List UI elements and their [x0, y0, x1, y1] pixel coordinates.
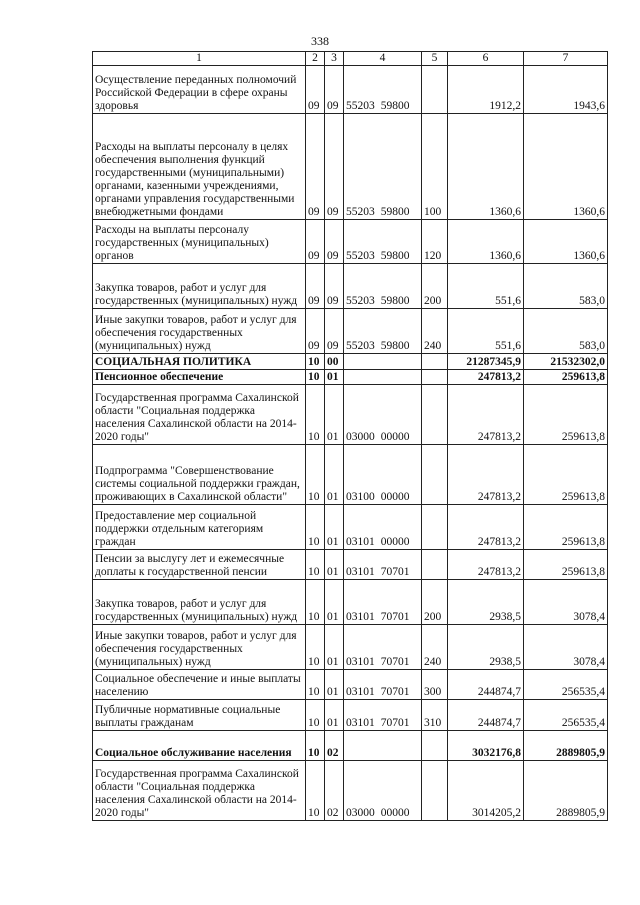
expense-type-cell — [422, 731, 448, 761]
expense-type-cell — [422, 505, 448, 550]
row-name-cell: Расходы на выплаты персоналу в целях обеспечения выполнения функций государственными (муниципальными) органами, казенными учреждениями, органами управления государственными внебюджетными фондами — [93, 114, 306, 220]
row-name-cell: Иные закупки товаров, работ и услуг для обеспечения государственных (муниципальных) нужд — [93, 309, 306, 354]
amount-year1-cell: 247813,2 — [448, 385, 524, 445]
page-number: 338 — [311, 34, 329, 48]
amount-year1-cell: 3014205,2 — [448, 761, 524, 821]
header-cell: 1 — [93, 52, 306, 66]
target-article-cell — [344, 114, 422, 220]
target-article-part2: 59800 — [380, 295, 410, 307]
amount-year1-cell: 3032176,8 — [448, 731, 524, 761]
target-article-cell — [344, 670, 422, 700]
table-row — [93, 505, 608, 550]
target-article-part1: 03101 — [346, 611, 375, 623]
target-article-cell — [344, 264, 422, 309]
target-article-part2: 00000 — [380, 431, 410, 443]
target-article-part1: 55203 — [346, 295, 375, 307]
subsection-code-cell: 01 — [325, 550, 344, 580]
amount-year2-cell: 1360,6 — [524, 220, 608, 264]
table-row — [93, 114, 608, 220]
row-name-cell: Закупка товаров, работ и услуг для государственных (муниципальных) нужд — [93, 580, 306, 625]
table-row — [93, 445, 608, 505]
target-article-part2: 59800 — [380, 340, 410, 352]
header-cell: 5 — [422, 52, 448, 66]
subsection-code-cell: 09 — [325, 114, 344, 220]
table-row — [93, 264, 608, 309]
amount-year2-cell: 256535,4 — [524, 700, 608, 731]
table-row — [93, 370, 608, 385]
subsection-code-cell: 01 — [325, 385, 344, 445]
target-article-part1: 03000 — [346, 431, 375, 443]
expense-type-cell: 310 — [422, 700, 448, 731]
section-code-cell: 10 — [306, 625, 325, 670]
amount-year2-cell: 256535,4 — [524, 670, 608, 700]
table-row — [93, 761, 608, 821]
target-article-cell — [344, 625, 422, 670]
expense-type-cell: 300 — [422, 670, 448, 700]
subsection-code-cell: 02 — [325, 761, 344, 821]
section-code-cell: 09 — [306, 264, 325, 309]
expense-type-cell: 240 — [422, 309, 448, 354]
target-article-part1: 55203 — [346, 250, 375, 262]
target-article-part1: 03101 — [346, 536, 375, 548]
amount-year1-cell: 247813,2 — [448, 505, 524, 550]
expense-type-cell — [422, 66, 448, 114]
section-code-cell: 10 — [306, 505, 325, 550]
amount-year1-cell: 244874,7 — [448, 700, 524, 731]
section-code-cell: 10 — [306, 731, 325, 761]
target-article-part2: 70701 — [380, 717, 410, 729]
target-article-cell — [344, 700, 422, 731]
table-row — [93, 625, 608, 670]
table-row — [93, 670, 608, 700]
section-code-cell: 10 — [306, 385, 325, 445]
expense-type-cell — [422, 385, 448, 445]
target-article-cell — [344, 550, 422, 580]
subsection-code-cell: 09 — [325, 309, 344, 354]
target-article-cell — [344, 385, 422, 445]
target-article-part1: 03101 — [346, 566, 375, 578]
amount-year1-cell: 2938,5 — [448, 580, 524, 625]
header-cell: 4 — [344, 52, 422, 66]
section-code-cell: 10 — [306, 354, 325, 370]
table-row — [93, 550, 608, 580]
row-name-cell: Расходы на выплаты персоналу государственных (муниципальных) органов — [93, 220, 306, 264]
header-cell: 6 — [448, 52, 524, 66]
amount-year1-cell: 21287345,9 — [448, 354, 524, 370]
target-article-cell — [344, 761, 422, 821]
amount-year2-cell: 1943,6 — [524, 66, 608, 114]
target-article-part2: 00000 — [380, 491, 410, 503]
table-row — [93, 731, 608, 761]
subsection-code-cell: 01 — [325, 370, 344, 385]
amount-year1-cell: 551,6 — [448, 309, 524, 354]
subsection-code-cell: 09 — [325, 220, 344, 264]
amount-year2-cell: 3078,4 — [524, 580, 608, 625]
target-article-part2: 59800 — [380, 100, 410, 112]
table-row — [93, 385, 608, 445]
row-name-cell: Государственная программа Сахалинской области "Социальная поддержка населения Сахалинской области на 2014-2020 годы" — [93, 761, 306, 821]
amount-year1-cell: 244874,7 — [448, 670, 524, 700]
expense-type-cell — [422, 445, 448, 505]
amount-year1-cell: 1360,6 — [448, 114, 524, 220]
amount-year2-cell: 583,0 — [524, 264, 608, 309]
row-name-cell: Государственная программа Сахалинской области "Социальная поддержка населения Сахалинской области на 2014-2020 годы" — [93, 385, 306, 445]
amount-year1-cell: 247813,2 — [448, 550, 524, 580]
row-name-cell: Публичные нормативные социальные выплаты гражданам — [93, 700, 306, 731]
amount-year2-cell: 2889805,9 — [524, 761, 608, 821]
target-article-part2: 59800 — [380, 250, 410, 262]
row-name-cell: Иные закупки товаров, работ и услуг для обеспечения государственных (муниципальных) нужд — [93, 625, 306, 670]
target-article-part2: 70701 — [380, 686, 410, 698]
subsection-code-cell: 01 — [325, 700, 344, 731]
row-name-cell: Подпрограмма "Совершенствование системы социальной поддержки граждан, проживающих в Сахалинской области" — [93, 445, 306, 505]
expense-type-cell: 120 — [422, 220, 448, 264]
table-header-row — [93, 52, 608, 66]
target-article-cell — [344, 309, 422, 354]
subsection-code-cell: 01 — [325, 505, 344, 550]
row-name-cell: Закупка товаров, работ и услуг для государственных (муниципальных) нужд — [93, 264, 306, 309]
header-cell: 3 — [325, 52, 344, 66]
row-name-cell: Социальное обслуживание населения — [93, 731, 306, 761]
amount-year2-cell: 21532302,0 — [524, 354, 608, 370]
subsection-code-cell: 01 — [325, 625, 344, 670]
amount-year2-cell: 1360,6 — [524, 114, 608, 220]
amount-year1-cell: 1912,2 — [448, 66, 524, 114]
section-code-cell: 10 — [306, 580, 325, 625]
expense-type-cell: 240 — [422, 625, 448, 670]
amount-year1-cell: 2938,5 — [448, 625, 524, 670]
subsection-code-cell: 01 — [325, 445, 344, 505]
expense-type-cell — [422, 550, 448, 580]
table-row — [93, 700, 608, 731]
amount-year1-cell: 551,6 — [448, 264, 524, 309]
expense-type-cell — [422, 761, 448, 821]
section-code-cell: 10 — [306, 700, 325, 731]
target-article-part2: 70701 — [380, 611, 410, 623]
target-article-part2: 00000 — [380, 807, 410, 819]
row-name-cell: Осуществление переданных полномочий Российской Федерации в сфере охраны здоровья — [93, 66, 306, 114]
section-code-cell: 10 — [306, 761, 325, 821]
amount-year2-cell: 259613,8 — [524, 550, 608, 580]
section-code-cell: 10 — [306, 670, 325, 700]
amount-year2-cell: 259613,8 — [524, 505, 608, 550]
expense-type-cell: 100 — [422, 114, 448, 220]
target-article-part2: 70701 — [380, 656, 410, 668]
amount-year2-cell: 583,0 — [524, 309, 608, 354]
target-article-part1: 03101 — [346, 686, 375, 698]
target-article-part1: 55203 — [346, 100, 375, 112]
section-code-cell: 09 — [306, 220, 325, 264]
target-article-part2: 70701 — [380, 566, 410, 578]
subsection-code-cell: 01 — [325, 670, 344, 700]
target-article-part1: 03101 — [346, 717, 375, 729]
amount-year2-cell: 259613,8 — [524, 445, 608, 505]
target-article-cell — [344, 731, 422, 761]
amount-year2-cell: 3078,4 — [524, 625, 608, 670]
target-article-part2: 59800 — [380, 206, 410, 218]
table-row — [93, 309, 608, 354]
amount-year2-cell: 259613,8 — [524, 370, 608, 385]
target-article-part1: 03000 — [346, 807, 375, 819]
target-article-cell — [344, 66, 422, 114]
row-name-cell: Предоставление мер социальной поддержки отдельным категориям граждан — [93, 505, 306, 550]
amount-year1-cell: 1360,6 — [448, 220, 524, 264]
table-row — [93, 66, 608, 114]
table-row — [93, 220, 608, 264]
header-cell: 2 — [306, 52, 325, 66]
amount-year2-cell: 259613,8 — [524, 385, 608, 445]
expense-type-cell: 200 — [422, 264, 448, 309]
row-name-cell: Социальное обеспечение и иные выплаты населению — [93, 670, 306, 700]
target-article-cell — [344, 445, 422, 505]
expense-type-cell — [422, 354, 448, 370]
subsection-code-cell: 00 — [325, 354, 344, 370]
section-code-cell: 10 — [306, 370, 325, 385]
amount-year2-cell: 2889805,9 — [524, 731, 608, 761]
target-article-cell — [344, 370, 422, 385]
budget-table — [92, 51, 608, 821]
section-code-cell: 10 — [306, 550, 325, 580]
target-article-part2: 00000 — [380, 536, 410, 548]
subsection-code-cell: 09 — [325, 264, 344, 309]
table-row — [93, 354, 608, 370]
target-article-cell — [344, 505, 422, 550]
target-article-part1: 03100 — [346, 491, 375, 503]
section-code-cell: 09 — [306, 66, 325, 114]
target-article-cell — [344, 354, 422, 370]
table-row — [93, 580, 608, 625]
target-article-part1: 03101 — [346, 656, 375, 668]
subsection-code-cell: 02 — [325, 731, 344, 761]
section-code-cell: 09 — [306, 114, 325, 220]
expense-type-cell: 200 — [422, 580, 448, 625]
expense-type-cell — [422, 370, 448, 385]
row-name-cell: Пенсии за выслугу лет и ежемесячные доплаты к государственной пенсии — [93, 550, 306, 580]
row-name-cell: Пенсионное обеспечение — [93, 370, 306, 385]
row-name-cell: СОЦИАЛЬНАЯ ПОЛИТИКА — [93, 354, 306, 370]
amount-year1-cell: 247813,2 — [448, 370, 524, 385]
section-code-cell: 10 — [306, 445, 325, 505]
header-cell: 7 — [524, 52, 608, 66]
subsection-code-cell: 01 — [325, 580, 344, 625]
target-article-cell — [344, 580, 422, 625]
section-code-cell: 09 — [306, 309, 325, 354]
target-article-part1: 55203 — [346, 340, 375, 352]
target-article-part1: 55203 — [346, 206, 375, 218]
subsection-code-cell: 09 — [325, 66, 344, 114]
amount-year1-cell: 247813,2 — [448, 445, 524, 505]
target-article-cell — [344, 220, 422, 264]
